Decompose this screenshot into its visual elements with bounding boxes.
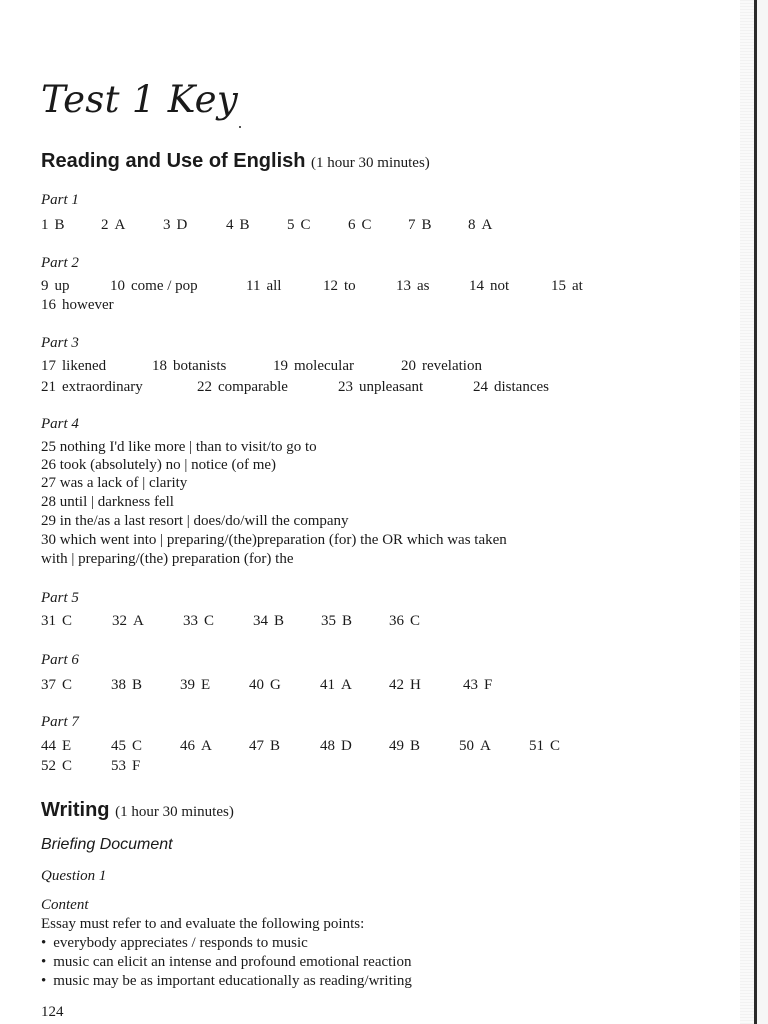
answer-18: 18 botanists bbox=[152, 358, 227, 374]
answer-30-continued: with | preparing/(the) preparation (for) the bbox=[41, 551, 294, 567]
answer-24: 24 distances bbox=[473, 379, 549, 395]
page-edge bbox=[757, 0, 768, 1024]
answer-22: 22 comparable bbox=[197, 379, 288, 395]
answer-47: 47 B bbox=[249, 738, 281, 754]
answer-50: 50 A bbox=[459, 738, 491, 754]
page-number: 124 bbox=[41, 1004, 64, 1020]
content-bullet-3: • music may be as important educationally as reading/writing bbox=[41, 973, 412, 990]
part5-label: Part 5 bbox=[41, 590, 79, 606]
answer-14: 14 not bbox=[469, 278, 510, 294]
part4-label: Part 4 bbox=[41, 416, 79, 432]
reading-duration: (1 hour 30 minutes) bbox=[311, 155, 430, 171]
writing-duration: (1 hour 30 minutes) bbox=[115, 804, 234, 820]
answer-4: 4 B bbox=[226, 217, 250, 233]
answer-27: 27 was a lack of | clarity bbox=[41, 475, 188, 491]
answer-28: 28 until | darkness fell bbox=[41, 494, 174, 510]
answer-42: 42 H bbox=[389, 677, 421, 693]
answer-34: 34 B bbox=[253, 613, 285, 629]
answer-2: 2 A bbox=[101, 217, 126, 233]
answer-52: 52 C bbox=[41, 758, 73, 774]
binding-shadow bbox=[740, 0, 754, 1024]
answer-21: 21 extraordinary bbox=[41, 379, 143, 395]
stray-mark bbox=[239, 126, 241, 128]
content-bullet-2: • music can elicit an intense and profound emotional reaction bbox=[41, 954, 411, 971]
reading-heading bbox=[41, 150, 430, 173]
briefing-document-heading: Briefing Document bbox=[41, 836, 173, 853]
answer-33: 33 C bbox=[183, 613, 215, 629]
answer-36: 36 C bbox=[389, 613, 421, 629]
answer-32: 32 A bbox=[112, 613, 144, 629]
part7-label: Part 7 bbox=[41, 714, 79, 730]
answer-40: 40 G bbox=[249, 677, 281, 693]
content-label: Content bbox=[41, 897, 89, 913]
answer-8: 8 A bbox=[468, 217, 493, 233]
answer-1: 1 B bbox=[41, 217, 65, 233]
answer-16: 16 however bbox=[41, 297, 114, 313]
answer-30: 30 which went into | preparing/(the)preparation (for) the OR which was taken bbox=[41, 532, 507, 548]
writing-heading bbox=[41, 799, 234, 822]
part2-label: Part 2 bbox=[41, 255, 79, 271]
answer-13: 13 as bbox=[396, 278, 430, 294]
answer-12: 12 to bbox=[323, 278, 356, 294]
reading-heading-text: Reading and Use of English bbox=[41, 150, 306, 172]
answer-20: 20 revelation bbox=[401, 358, 482, 374]
answer-38: 38 B bbox=[111, 677, 143, 693]
answer-37: 37 C bbox=[41, 677, 73, 693]
answer-46: 46 A bbox=[180, 738, 212, 754]
answer-35: 35 B bbox=[321, 613, 353, 629]
writing-heading-text: Writing bbox=[41, 799, 110, 821]
answer-45: 45 C bbox=[111, 738, 143, 754]
part3-label: Part 3 bbox=[41, 335, 79, 351]
answer-31: 31 C bbox=[41, 613, 73, 629]
answer-3: 3 D bbox=[163, 217, 188, 233]
answer-25: 25 nothing I'd like more | than to visit/to go to bbox=[41, 439, 317, 455]
page-title: Test 1 Key bbox=[41, 78, 239, 121]
answer-6: 6 C bbox=[348, 217, 372, 233]
answer-5: 5 C bbox=[287, 217, 311, 233]
answer-41: 41 A bbox=[320, 677, 352, 693]
part1-label: Part 1 bbox=[41, 192, 79, 208]
answer-44: 44 E bbox=[41, 738, 72, 754]
answer-23: 23 unpleasant bbox=[338, 379, 424, 395]
content-bullet-1: • everybody appreciates / responds to music bbox=[41, 935, 308, 952]
answer-9: 9 up bbox=[41, 278, 70, 294]
answer-43: 43 F bbox=[463, 677, 493, 693]
answer-19: 19 molecular bbox=[273, 358, 354, 374]
answer-26: 26 took (absolutely) no | notice (of me) bbox=[41, 457, 277, 473]
content-intro: Essay must refer to and evaluate the following points: bbox=[41, 916, 365, 932]
answer-51: 51 C bbox=[529, 738, 561, 754]
answer-17: 17 likened bbox=[41, 358, 107, 374]
answer-48: 48 D bbox=[320, 738, 352, 754]
answer-29: 29 in the/as a last resort | does/do/will the company bbox=[41, 513, 349, 529]
question-1-label: Question 1 bbox=[41, 868, 107, 884]
answer-7: 7 B bbox=[408, 217, 432, 233]
answer-49: 49 B bbox=[389, 738, 421, 754]
answer-39: 39 E bbox=[180, 677, 211, 693]
answer-11: 11 all bbox=[246, 278, 282, 294]
answer-15: 15 at bbox=[551, 278, 583, 294]
part6-label: Part 6 bbox=[41, 652, 79, 668]
answer-10: 10 come / pop bbox=[110, 278, 198, 294]
answer-53: 53 F bbox=[111, 758, 141, 774]
